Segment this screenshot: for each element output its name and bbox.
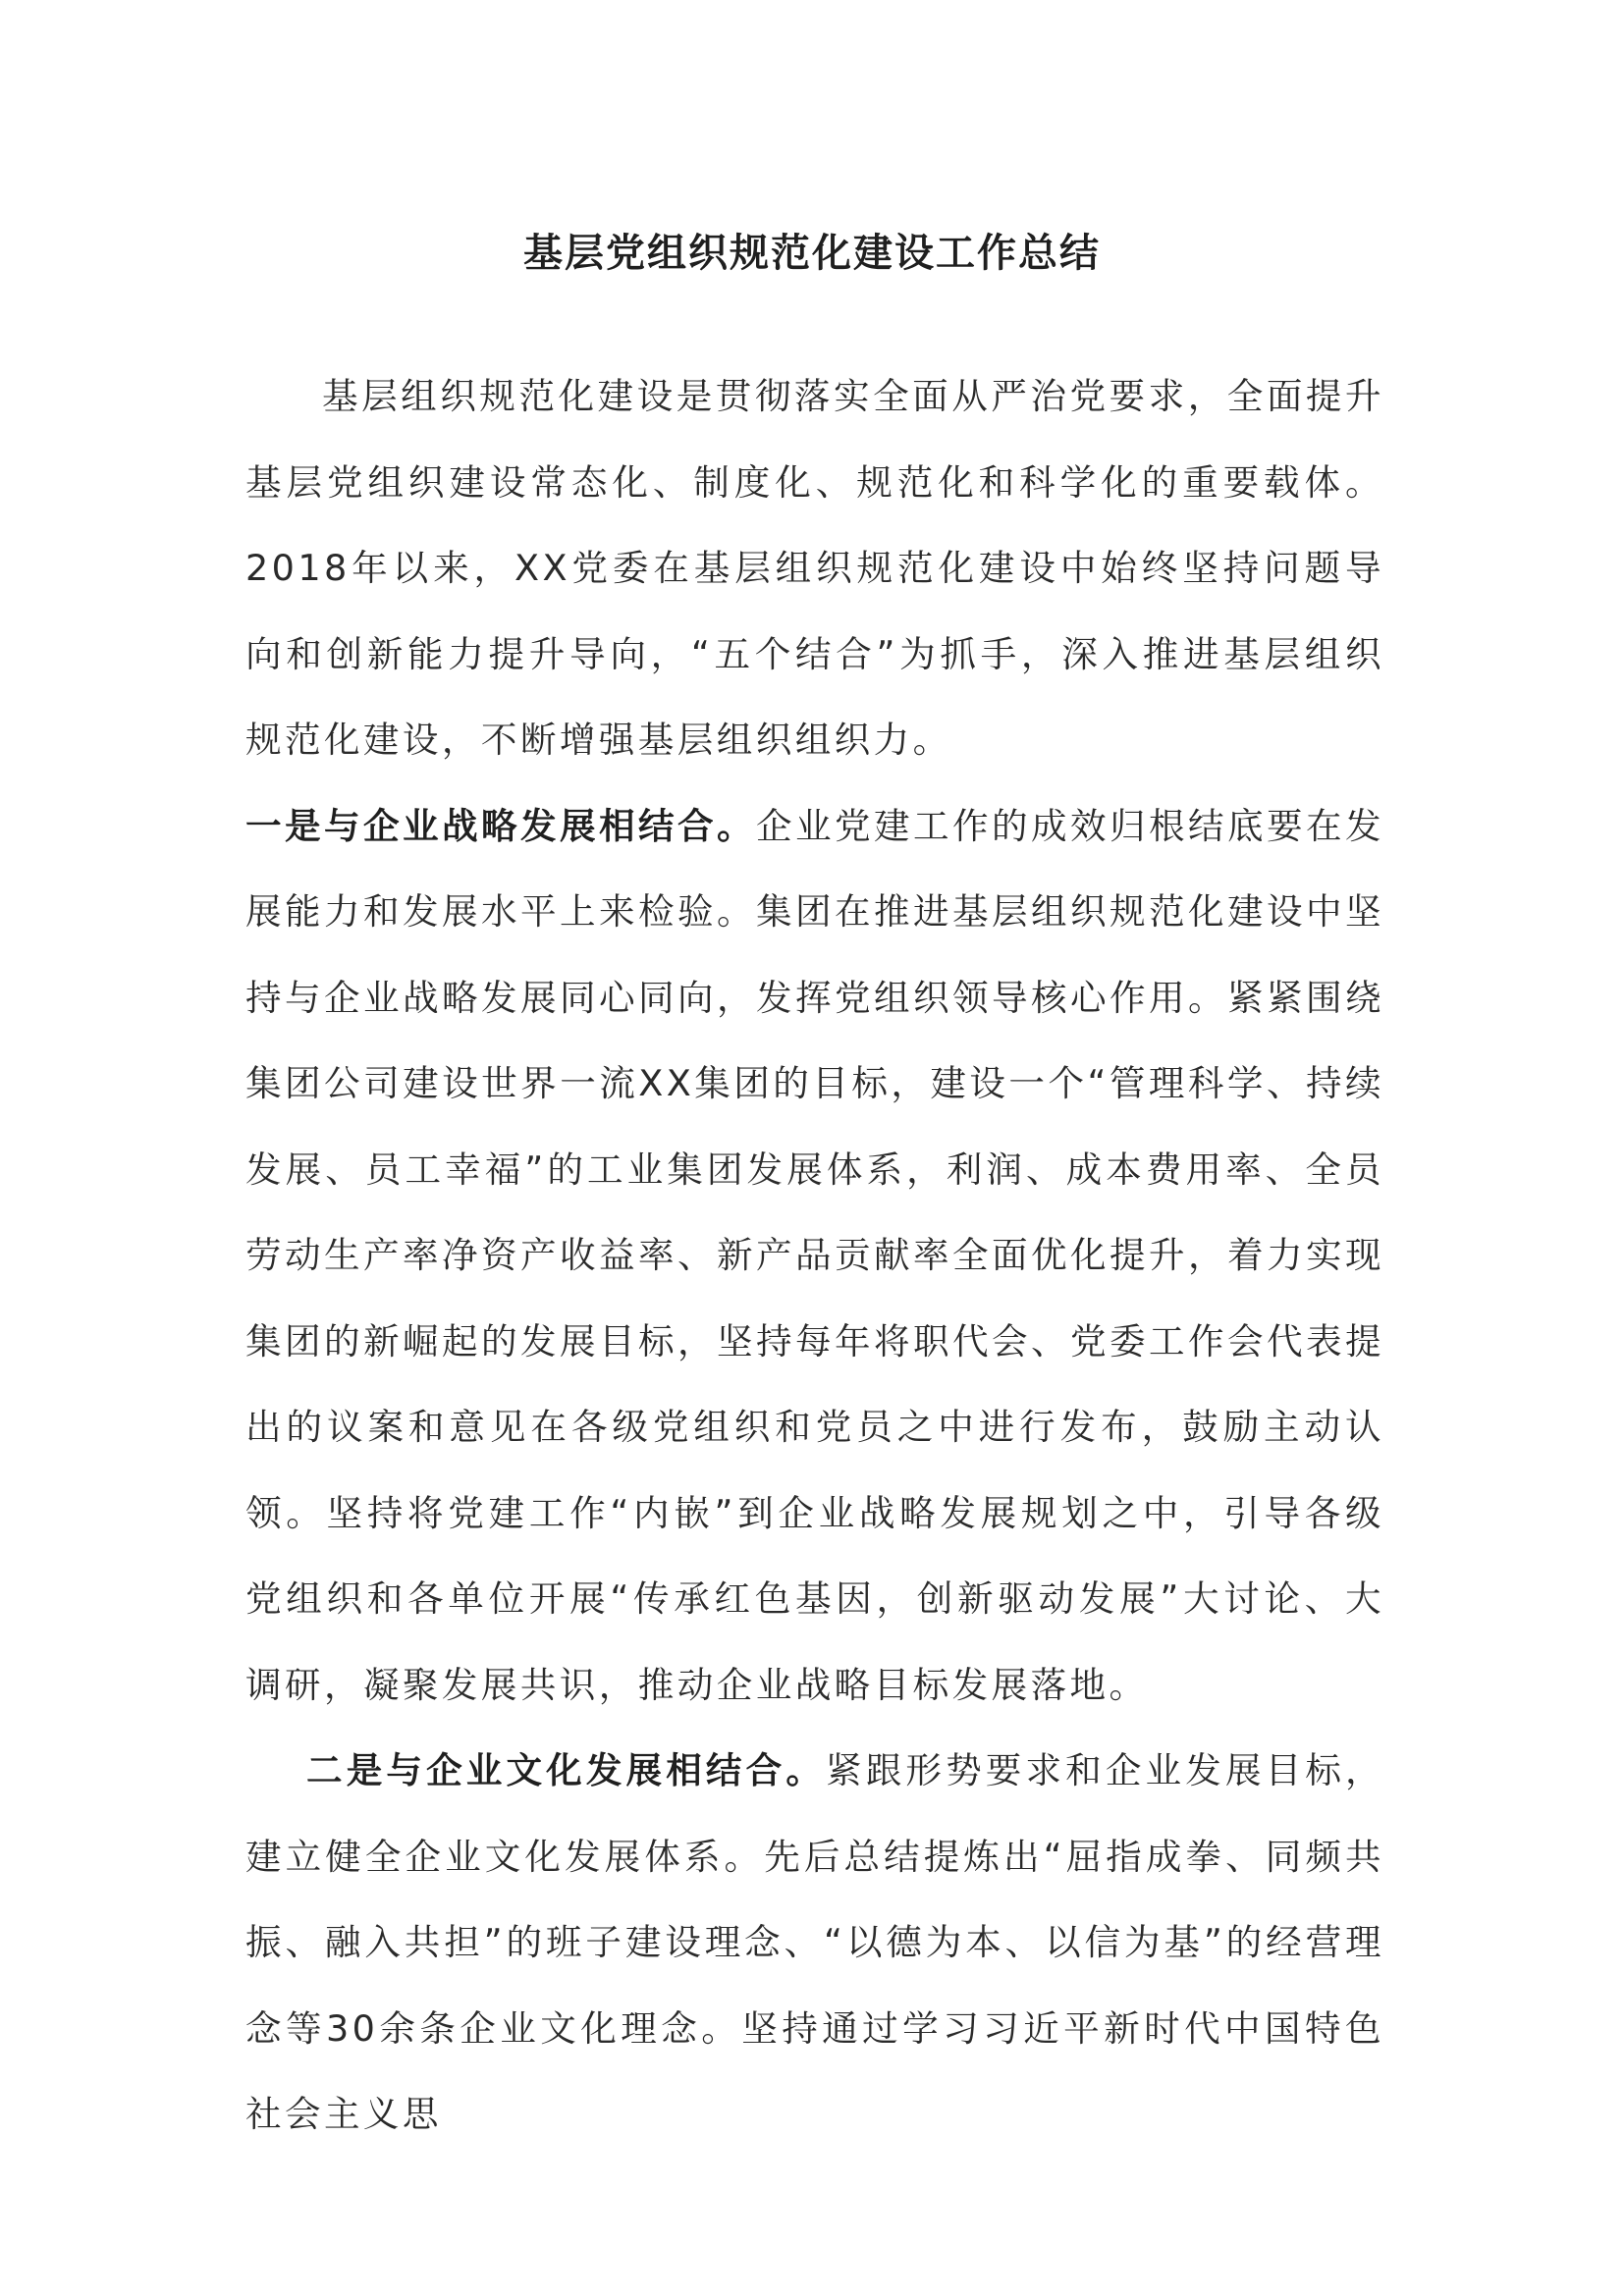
paragraph-culture xyxy=(245,1728,1384,2158)
paragraph-lead: 一是与企业战略发展相结合。 xyxy=(245,804,757,847)
paragraph-lead: 二是与企业文化发展相结合。 xyxy=(306,1749,827,1791)
paragraph-strategy xyxy=(245,783,1384,1729)
paragraph-text: 紧跟形势要求和企业发展目标，建立健全企业文化发展体系。先后总结提炼出“屈指成拳、同频共振、融入共担”的班子建设理念、“以德为本、以信为基”的经营理念等30余条企业文化理念。坚持通过学习习近平新时代中国特色社会主义思 xyxy=(245,1749,1384,2135)
document-title: 基层党组织规范化建设工作总结 xyxy=(523,231,1101,276)
document-body xyxy=(245,353,1384,2158)
paragraph-text: 企业党建工作的成效归根结底要在发展能力和发展水平上来检验。集团在推进基层组织规范化建设中坚持与企业战略发展同心同向，发挥党组织领导核心作用。紧紧围绕集团公司建设世界一流XX集团的目标，建设一个“管理科学、持续发展、员工幸福”的工业集团发展体系，利润、成本费用率、全员劳动生产率净资产收益率、新产品贡献率全面优化提升，着力实现集团的新崛起的发展目标，坚持每年将职代会、党委工作会代表提出的议案和意见在各级党组织和党员之中进行发布，鼓励主动认领。坚持将党建工作“内嵌”到企业战略发展规划之中，引导各级党组织和各单位开展“传承红色基因，创新驱动发展”大讨论、大调研，凝聚发展共识，推动企业战略目标发展落地。 xyxy=(245,804,1385,1706)
paragraph-intro xyxy=(245,353,1384,783)
paragraph-text: 基层组织规范化建设是贯彻落实全面从严治党要求，全面提升基层党组织建设常态化、制度化、规范化和科学化的重要载体。2018年以来，XX党委在基层组织规范化建设中始终坚持问题导向和创新能力提升导向，“五个结合”为抓手，深入推进基层组织规范化建设，不断增强基层组织组织力。 xyxy=(245,375,1384,761)
